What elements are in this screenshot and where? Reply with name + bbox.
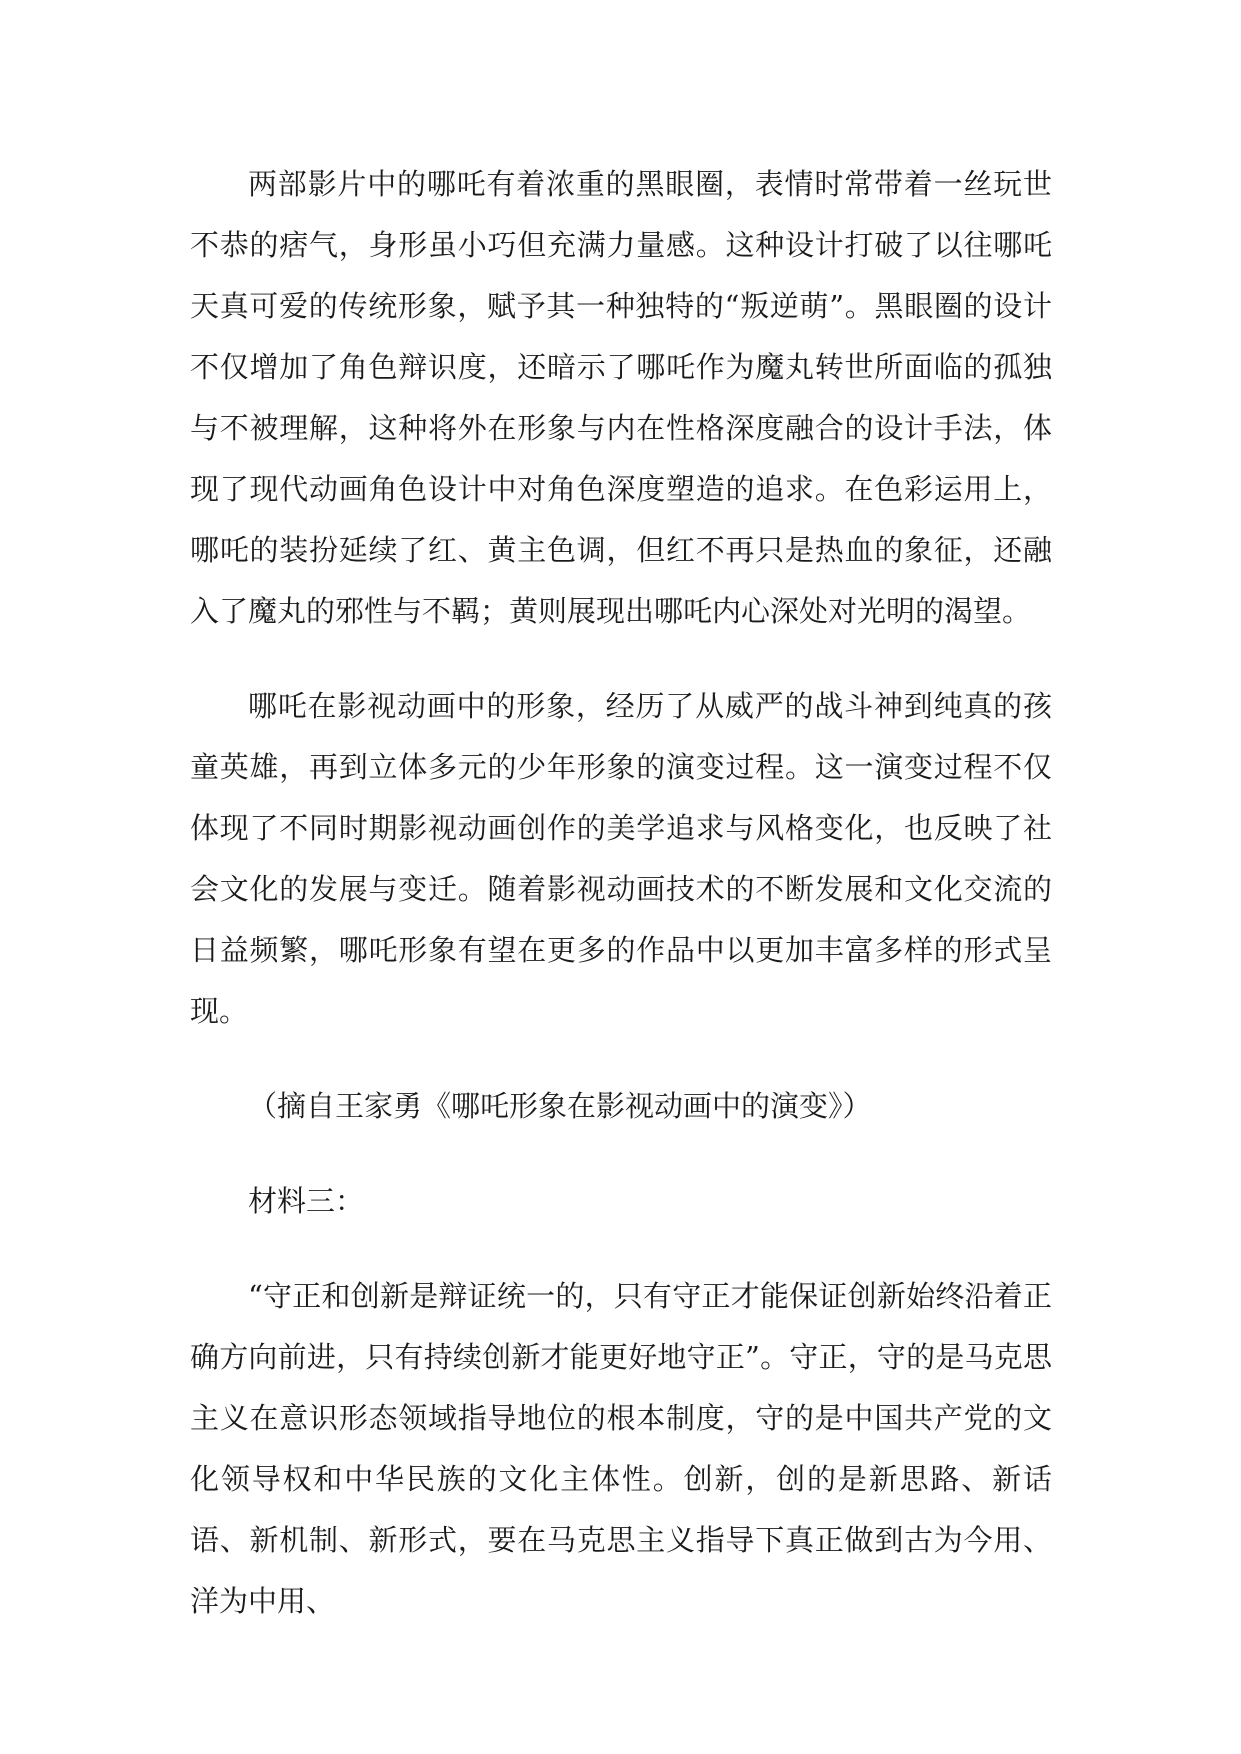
document-body [190, 154, 1052, 1632]
paragraph-nezha-evolution: 哪吒在影视动画中的形象，经历了从威严的战斗神到纯真的孩童英雄，再到立体多元的少年形象的演变过程。这一演变过程不仅体现了不同时期影视动画创作的美学追求与风格变化，也反映了社会文化的发展与变迁。随着影视动画技术的不断发展和文化交流的日益频繁，哪吒形象有望在更多的作品中以更加丰富多样的形式呈现。 [190, 689, 1052, 1028]
paragraph-shouzheng-chuangxin: “守正和创新是辩证统一的，只有守正才能保证创新始终沿着正确方向前进，只有持续创新才能更好地守正”。守正，守的是马克思主义在意识形态领域指导地位的根本制度，守的是中国共产党的文化领导权和中华民族的文化主体性。创新，创的是新思路、新话语、新机制、新形式，要在马克思主义指导下真正做到古为今用、洋为中用、 [190, 1279, 1052, 1618]
citation-source: （摘自王家勇《哪吒形象在影视动画中的演变》） [248, 1089, 872, 1123]
paragraph-nezha-design: 两部影片中的哪吒有着浓重的黑眼圈，表情时常带着一丝玩世不恭的痞气，身形虽小巧但充满力量感。这种设计打破了以往哪吒天真可爱的传统形象，赋予其一种独特的“叛逆萌”。黑眼圈的设计不仅增加了角色辩识度，还暗示了哪吒作为魔丸转世所面临的孤独与不被理解，这种将外在形象与内在性格深度融合的设计手法，体现了现代动画角色设计中对角色深度塑造的追求。在色彩运用上，哪吒的装扮延续了红、黄主色调，但红不再只是热血的象征，还融入了魔丸的邪性与不羁；黄则展现出哪吒内心深处对光明的渴望。 [190, 167, 1052, 628]
section-heading-material-three: 材料三： [248, 1184, 365, 1218]
